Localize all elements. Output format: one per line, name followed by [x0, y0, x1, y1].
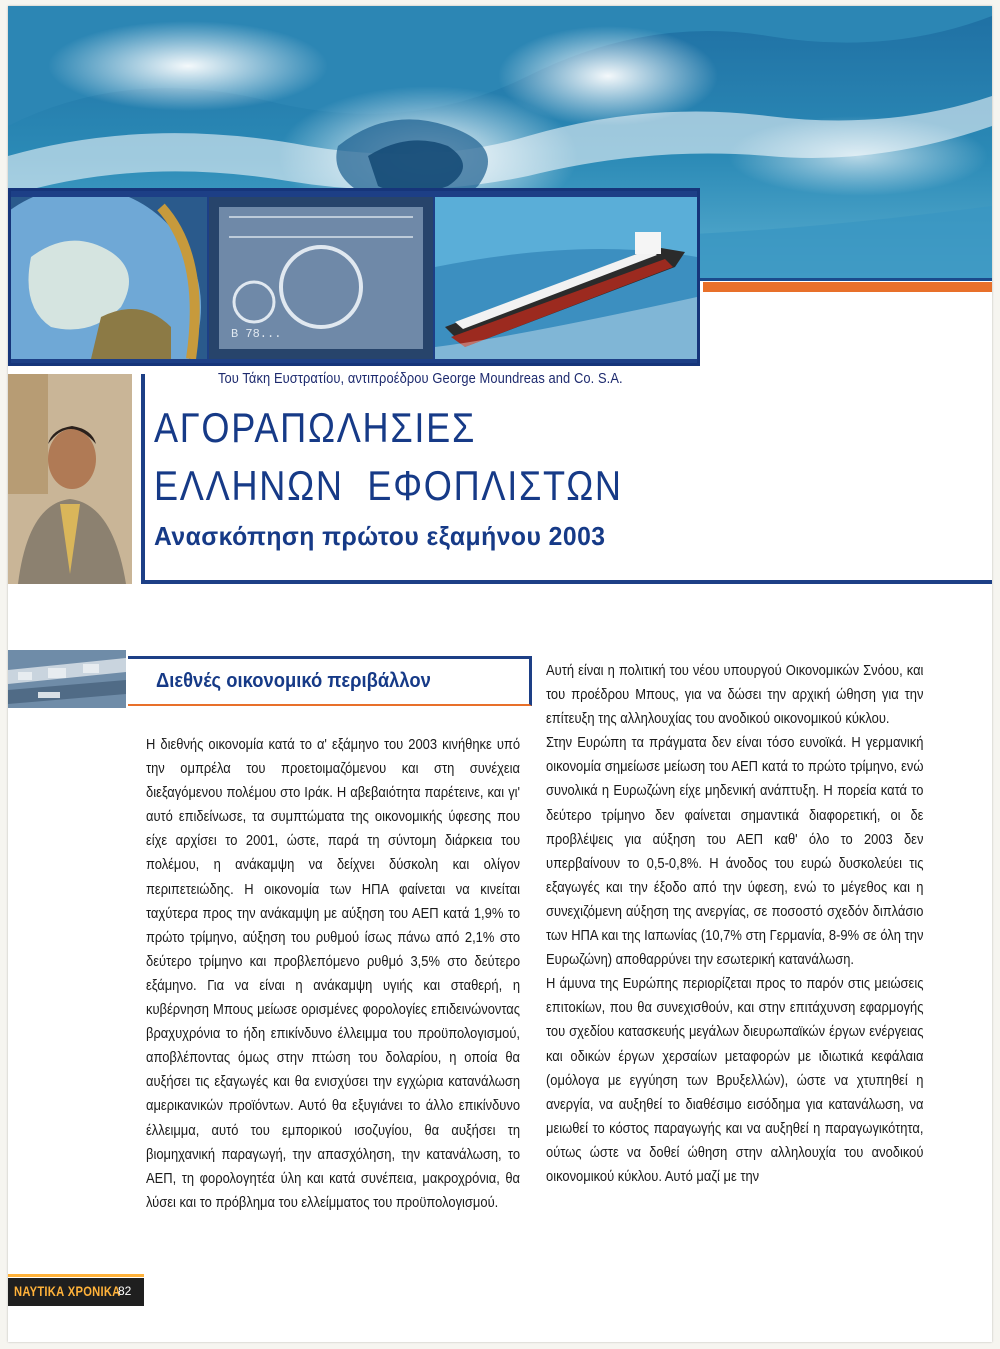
dollar-bill-photo: [209, 197, 433, 359]
magazine-name: ΝΑΥΤΙΚΑ ΧΡΟΝΙΚΑ: [14, 1283, 121, 1299]
body-column-left: [146, 733, 520, 1215]
article-subtitle: Ανασκόπηση πρώτου εξαμήνου 2003: [154, 521, 606, 551]
aerial-port-photo: [8, 650, 126, 708]
dollar-serial: B 78...: [231, 327, 282, 341]
page-footer: [8, 1278, 144, 1306]
globe-photo: [11, 197, 207, 359]
header-rule-vertical: [141, 374, 145, 584]
body-paragraph: Αυτή είναι η πολιτική του νέου υπουργού Οικονομικών Σνόου, και του προέδρου Μπους, για να δώσει την αρχική ώθηση για την επίτευξη της αλληλουχίας του ανοδικού οικονομικού κύκλου.: [546, 662, 924, 728]
header-rule-horizontal: [141, 580, 992, 584]
article-byline: Του Τάκη Ευστρατίου, αντιπροέδρου George Moundreas and Co. S.A.: [218, 370, 623, 387]
ship-photo: [435, 197, 697, 359]
article-title-line-1: ΑΓΟΡΑΠΩΛΗΣΙΕΣ: [154, 404, 477, 451]
article-title-line-2: ΕΛΛΗΝΩΝ ΕΦΟΠΛΙΣΤΩΝ: [154, 462, 623, 509]
magazine-page: [8, 6, 992, 1342]
page-number: 82: [118, 1284, 132, 1298]
body-column-right: [546, 659, 924, 1189]
footer-accent-bar: [8, 1274, 144, 1277]
body-paragraph: Η άμυνα της Ευρώπης περιορίζεται προς το παρόν στις μειώσεις επιτοκίων, που θα συνεχισθούν, και στην επιτάχυνση εφαρμογής του σχεδίου κατασκευής μεγάλων διευρωπαϊκών έργων ενέργειας και οδικών έργων χερσαίων μεταφορών με ιδιωτικά κεφάλαια (ομόλογα με εγγύηση των Βρυξελλών), ώστε να χτυπηθεί η ανεργία, να αυξηθεί το διαθέσιμο εισόδημα για κατανάλωση, να μειωθεί το κόστος παραγωγής και να αυξηθεί η παραγωγικότητα, ούτως ώστε να δοθεί ώθηση στην αλληλουχία του ανοδικού οικονομικού κύκλου. Αυτό μαζί με την: [546, 975, 924, 1185]
photo-strip: [8, 188, 700, 366]
section-heading: Διεθνές οικονομικό περιβάλλον: [156, 670, 431, 692]
orange-accent-stripe: [703, 282, 992, 292]
body-paragraph: Στην Ευρώπη τα πράγματα δεν είναι τόσο ευνοϊκά. Η γερμανική οικονομία σημείωσε μείωση του ΑΕΠ κατά το πρώτο τρίμηνο, ενώ συνολικά η Ευρωζώνη είχε μηδενική ανάπτυξη. Η πορεία κατά το δεύτερο τρίμηνο δεν φαίνεται σημαντικά διαφορετική, οι δε προβλέψεις για αύξηση του ΑΕΠ καθ' όλο το 2003 δεν υπερβαίνουν το 0,5-0,8%. Η άνοδος του ευρώ δυσκολεύει τις εξαγωγές και την έξοδο από την ύφεση, ενώ το μέγεθος και η συνεχιζόμενη αύξηση της ανεργίας, σε ποσοστό σχεδόν διπλάσιο των ΗΠΑ και της Ιαπωνίας (10,7% στη Γερμανία, 8-9% σε όλη την Ευρωζώνη) αποθαρρύνει την εσωτερική κατανάλωση.: [546, 734, 924, 969]
body-paragraph: Η διεθνής οικονομία κατά το α' εξάμηνο του 2003 κινήθηκε υπό την ομπρέλα του προετοιμαζόμενου και στη συνέχεια διεξαγόμενου πολέμου στο Ιράκ. Η αβεβαιότητα παρέτεινε, και γι' αυτό επιδείνωσε, τα συμπτώματα της οικονομικής ύφεσης που είχε αρχίσει το 2001, ώστε, παρά τη σύντομη διάρκεια του πολέμου, η ανάκαμψη να δείχνει δύσκολη και ολίγον περιπετειώδης. Η οικονομία των ΗΠΑ φαίνεται να κινείται ταχύτερα προς την ανάκαμψη με αύξηση του ΑΕΠ κατά 1,9% το πρώτο τρίμηνο, αύξηση του ρυθμού ίσως πάνω από 2,1% στο δεύτερο τρίμηνο και προβλεπόμενο ρυθμό 3,5% στο δεύτερο εξάμηνο. Για να είναι η ανάκαμψη υγιής και σταθερή, η κυβέρνηση Μπους μείωσε ορισμένες φορολογίες επιδεινώνοντας βραχυχρόνια το ήδη επικίνδυνο έλλειμμα του προϋπολογισμού, αποβλέποντας όμως στην πτώση του δολαρίου, η οποία θα αυξήσει τις εξαγωγές και θα ενισχύσει την εγχώρια κατανάλωση αμερικανικών προϊόντων. Αυτό θα εξυγιάνει το άλλο επικίνδυνο έλλειμμα, αυτό του εμπορικού ισοζυγίου, θα αυξήσει τη βιομηχανική παραγωγή, την απασχόληση, την κατανάλωση, το ΑΕΠ, τη φορολογητέα ύλη και κατά συνέπεια, μακροχρόνια, θα λύσει και το πρόβλημα του ελλείμματος του προϋπολογισμού.: [146, 736, 521, 1211]
author-portrait-photo: [8, 374, 132, 584]
